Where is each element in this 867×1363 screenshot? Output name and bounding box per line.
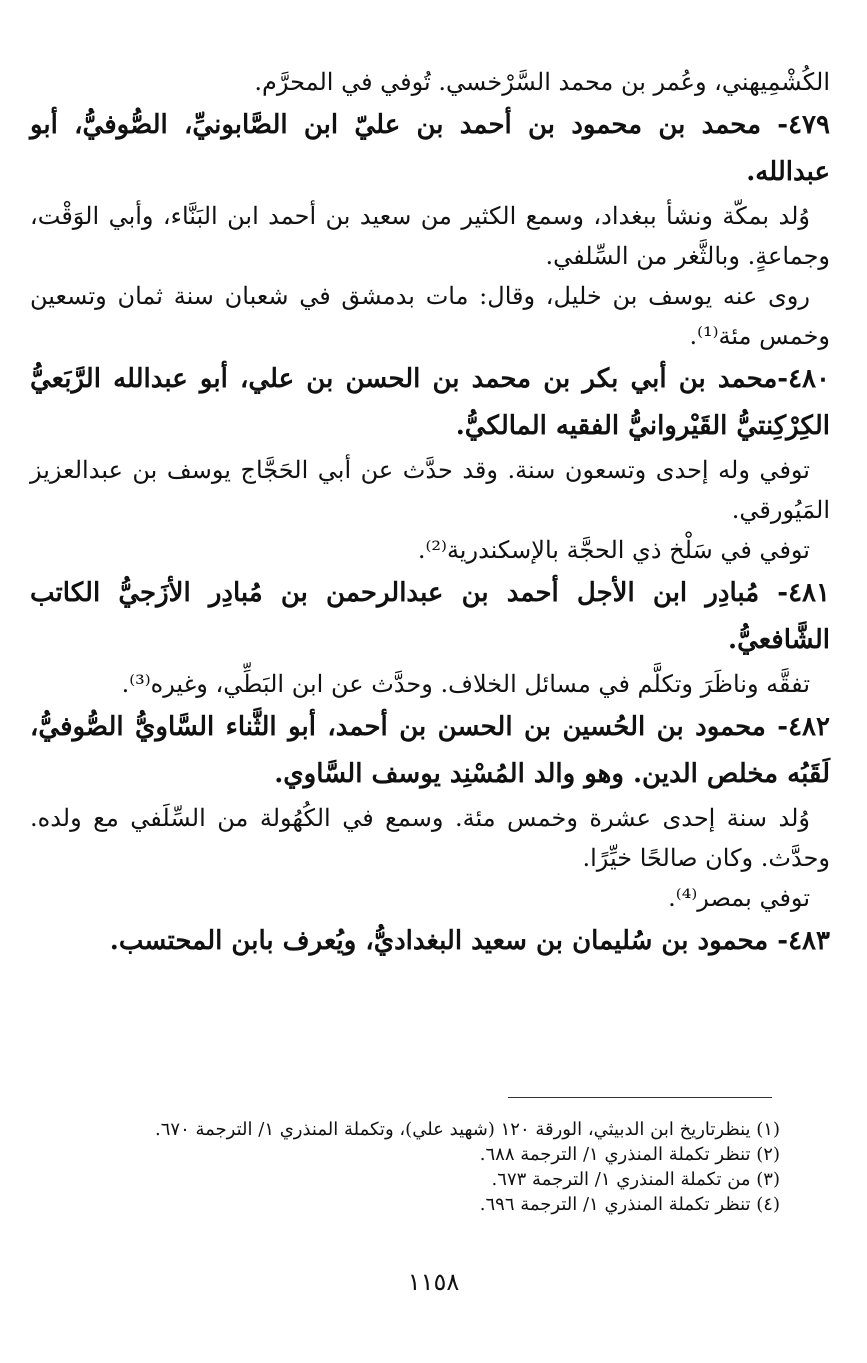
paragraph-continued: الكُشْمِيهني، وعُمر بن محمد السَّرْخسي. تُوفي في المحرَّم. xyxy=(254,68,830,96)
paragraph: توفي في سَلْخ ذي الحجَّة بالإسكندرية⁽²⁾. xyxy=(417,536,810,564)
paragraph: توفي بمصر⁽⁴⁾. xyxy=(668,884,810,912)
entry-heading-483: ٤٨٣- محمود بن سُليمان بن سعيد البغداديُّ، ويُعرف بابن المحتسب. xyxy=(109,926,830,956)
footnote: (٣) من تكملة المنذري ١/ الترجمة ٦٧٣. xyxy=(491,1169,780,1190)
main-text xyxy=(30,62,830,965)
entry-heading-481: ٤٨١- مُبادِر ابن الأجل أحمد بن عبدالرحمن بن مُبادِر الأزَجيُّ الكاتب الشَّافعيُّ. xyxy=(30,578,830,655)
paragraph: توفي وله إحدى وتسعون سنة. وقد حدَّث عن أبي الحَجَّاج يوسف بن عبدالعزيز المَيُورقي. xyxy=(30,456,830,524)
paragraph: تفقَّه وناظَرَ وتكلَّم في مسائل الخلاف. وحدَّث عن ابن البَطِّي، وغيره⁽³⁾. xyxy=(121,670,810,698)
entry-heading-482: ٤٨٢- محمود بن الحُسين بن الحسن بن أحمد، أبو الثَّناء السَّاويُّ الصُّوفيُّ، لَقَبُه مخلص الدين. وهو والد المُسْنِد يوسف السَّاوي. xyxy=(30,712,830,789)
footnotes xyxy=(50,1117,780,1217)
paragraph: وُلد بمكّة ونشأ ببغداد، وسمع الكثير من سعيد بن أحمد ابن البَنَّاء، وأبي الوَقْت، وجماعةٍ. وبالثَّغر من السِّلفي. xyxy=(30,202,830,270)
footnote-divider xyxy=(508,1097,772,1098)
paragraph: وُلد سنة إحدى عشرة وخمس مئة. وسمع في الكُهُولة من السِّلَفي مع ولده. وحدَّث. وكان صالحًا خيِّرًا. xyxy=(30,804,830,872)
footnote: (١) ينظرتاريخ ابن الدبيثي، الورقة ١٢٠ (شهيد علي)، وتكملة المنذري ١/ الترجمة ٦٧٠. xyxy=(155,1119,780,1140)
entry-heading-480: ٤٨٠-محمد بن أبي بكر بن محمد بن الحسن بن علي، أبو عبدالله الرَّبَعيُّ الكِرْكِنتيُّ القَيْروانيُّ الفقيه المالكيُّ. xyxy=(30,364,830,441)
entry-heading-479: ٤٧٩- محمد بن محمود بن أحمد بن عليّ ابن الصَّابونيِّ، الصُّوفيُّ، أبو عبدالله. xyxy=(30,110,830,187)
footnote: (٤) تنظر تكملة المنذري ١/ الترجمة ٦٩٦. xyxy=(479,1194,780,1215)
page-number: ١١٥٨ xyxy=(407,1268,460,1296)
paragraph: روى عنه يوسف بن خليل، وقال: مات بدمشق في شعبان سنة ثمان وتسعين وخمس مئة⁽¹⁾. xyxy=(30,282,830,350)
footnote: (٢) تنظر تكملة المنذري ١/ الترجمة ٦٨٨. xyxy=(479,1144,780,1165)
